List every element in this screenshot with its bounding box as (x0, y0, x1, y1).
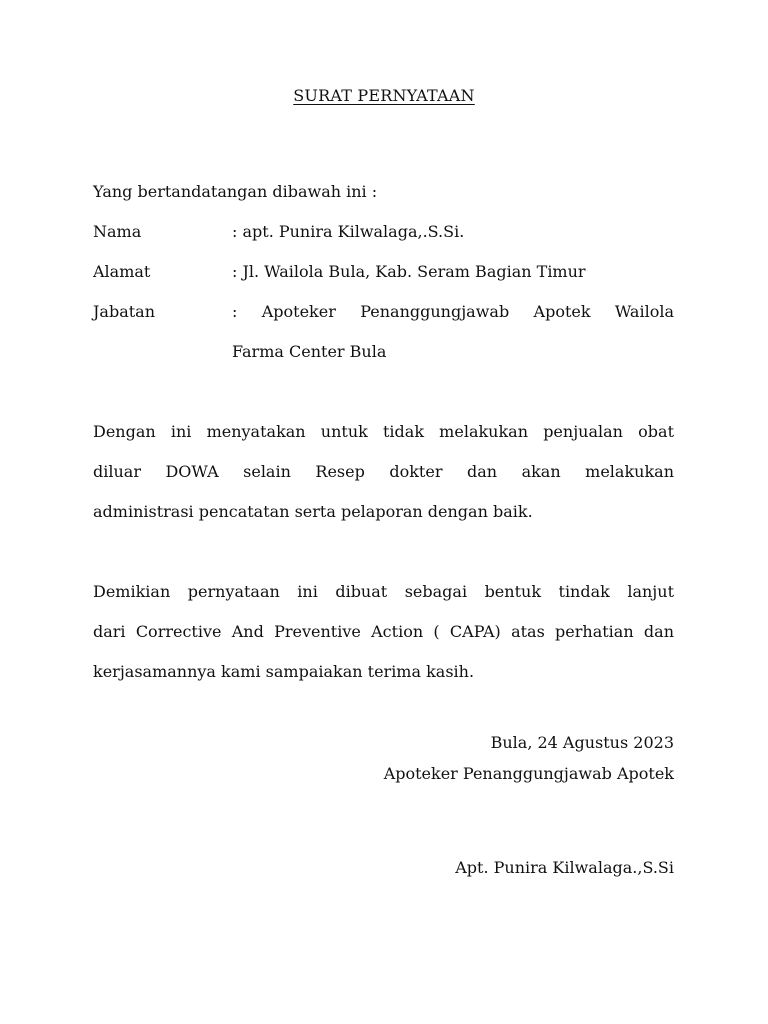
intro-text: Yang bertandatangan dibawah ini : (93, 182, 378, 201)
jabatan-value-line1: : Apoteker Penanggungjawab Apotek Wailola (232, 302, 674, 321)
nama-label: Nama (93, 222, 142, 241)
nama-value: : apt. Punira Kilwalaga,.S.Si. (232, 222, 465, 241)
paragraph2-line3: kerjasamannya kami sampaiakan terima kasih. (93, 662, 475, 681)
paragraph2-line2: dari Corrective And Preventive Action ( CAPA) atas perhatian dan (93, 622, 674, 641)
alamat-label: Alamat (93, 262, 151, 281)
document-title: SURAT PERNYATAAN (293, 86, 475, 105)
jabatan-value-line2: Farma Center Bula (232, 342, 387, 361)
signatory-position: Apoteker Penanggungjawab Apotek (383, 764, 674, 783)
paragraph1-line1: Dengan ini menyatakan untuk tidak melakukan penjualan obat (93, 422, 674, 441)
place-date: Bula, 24 Agustus 2023 (490, 733, 674, 752)
alamat-value: : Jl. Wailola Bula, Kab. Seram Bagian Timur (232, 262, 586, 281)
paragraph1-line2: diluar DOWA selain Resep dokter dan akan melakukan (93, 462, 674, 481)
paragraph2-line1: Demikian pernyataan ini dibuat sebagai bentuk tindak lanjut (93, 582, 674, 601)
paragraph1-line3: administrasi pencatatan serta pelaporan dengan baik. (93, 502, 533, 521)
signatory-name: Apt. Punira Kilwalaga.,S.Si (455, 858, 674, 877)
jabatan-label: Jabatan (93, 302, 156, 321)
